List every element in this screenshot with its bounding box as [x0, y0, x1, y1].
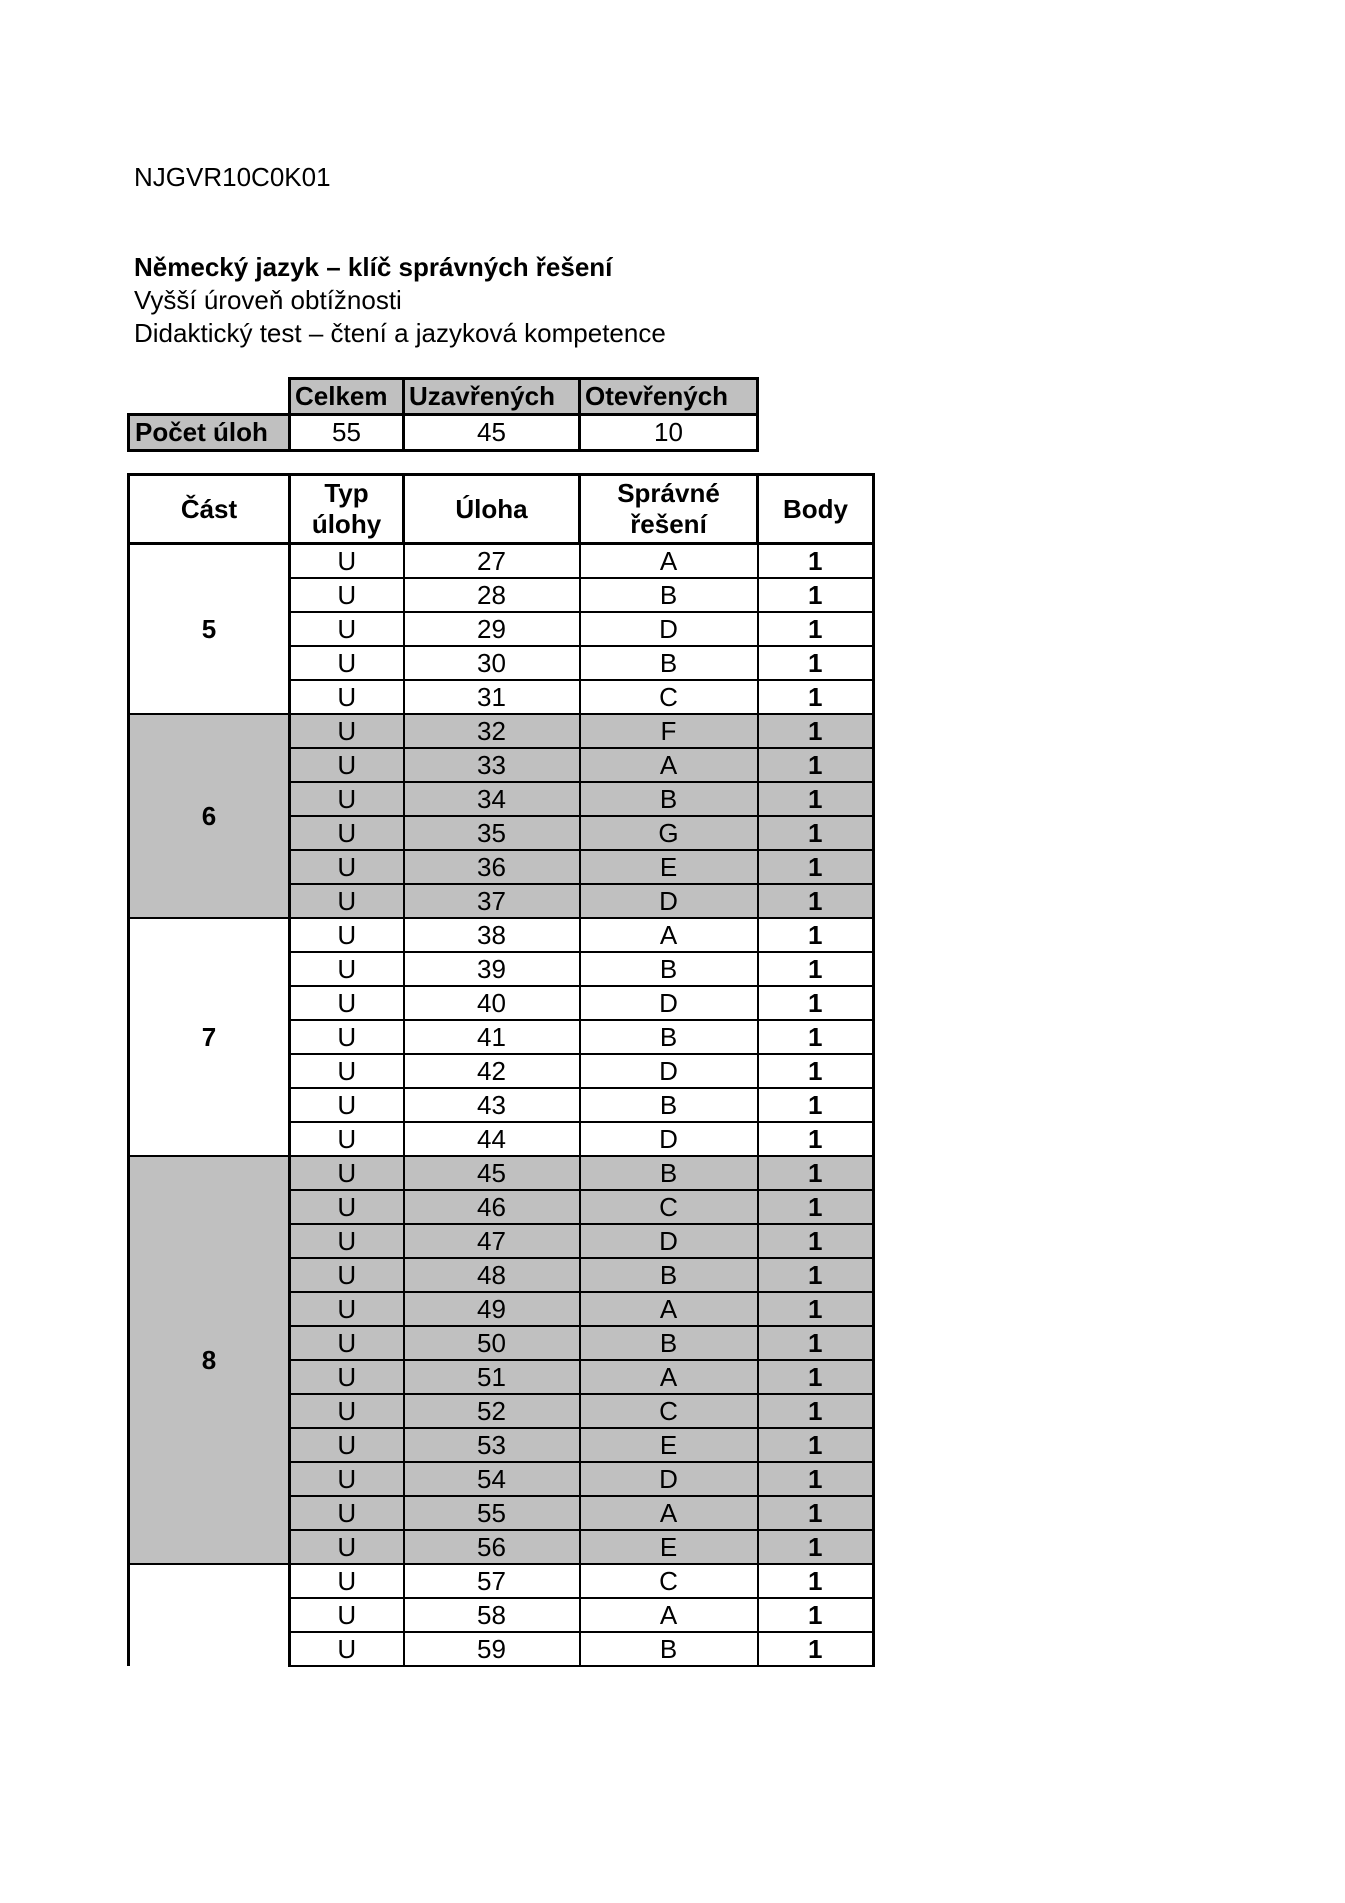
answer-cell: D [580, 986, 758, 1020]
document-code: NJGVR10C0K01 [134, 162, 331, 192]
type-cell: U [290, 1360, 404, 1394]
summary-row-label: Počet úloh [129, 415, 290, 451]
summary-value-row [129, 415, 758, 451]
type-cell: U [290, 1224, 404, 1258]
summary-header-row [129, 379, 758, 415]
task-cell: 50 [404, 1326, 580, 1360]
type-cell: U [290, 1258, 404, 1292]
type-cell: U [290, 952, 404, 986]
task-cell: 55 [404, 1496, 580, 1530]
type-cell: U [290, 1564, 404, 1598]
type-cell: U [290, 1462, 404, 1496]
type-cell: U [290, 578, 404, 612]
part-cell [129, 1564, 290, 1666]
part-cell: 8 [129, 1156, 290, 1564]
task-cell: 27 [404, 544, 580, 579]
points-cell: 1 [758, 1054, 874, 1088]
answer-cell: D [580, 1054, 758, 1088]
summary-header-total: Celkem [290, 379, 404, 415]
type-cell: U [290, 1394, 404, 1428]
task-cell: 30 [404, 646, 580, 680]
answer-cell: G [580, 816, 758, 850]
points-cell: 1 [758, 1258, 874, 1292]
task-cell: 34 [404, 782, 580, 816]
header-answer-line1: Správné [617, 478, 720, 508]
points-cell: 1 [758, 1020, 874, 1054]
task-cell: 41 [404, 1020, 580, 1054]
task-cell: 32 [404, 714, 580, 748]
points-cell: 1 [758, 646, 874, 680]
answer-cell: B [580, 646, 758, 680]
points-cell: 1 [758, 612, 874, 646]
answer-cell: A [580, 1598, 758, 1632]
answer-cell: D [580, 612, 758, 646]
task-cell: 42 [404, 1054, 580, 1088]
document-title: Německý jazyk – klíč správných řešení [134, 252, 613, 282]
task-cell: 59 [404, 1632, 580, 1666]
answer-cell: D [580, 1224, 758, 1258]
summary-table [127, 377, 759, 452]
table-row [129, 918, 874, 952]
header-type-line1: Typ [324, 478, 369, 508]
answer-cell: B [580, 1258, 758, 1292]
points-cell: 1 [758, 680, 874, 714]
task-cell: 57 [404, 1564, 580, 1598]
task-cell: 47 [404, 1224, 580, 1258]
answer-cell: A [580, 1496, 758, 1530]
type-cell: U [290, 1190, 404, 1224]
points-cell: 1 [758, 714, 874, 748]
task-cell: 29 [404, 612, 580, 646]
answer-cell: A [580, 748, 758, 782]
points-cell: 1 [758, 816, 874, 850]
table-row [129, 544, 874, 579]
header-type-line2: úlohy [311, 509, 382, 539]
type-cell: U [290, 544, 404, 579]
points-cell: 1 [758, 1530, 874, 1564]
points-cell: 1 [758, 1156, 874, 1190]
task-cell: 56 [404, 1530, 580, 1564]
points-cell: 1 [758, 1122, 874, 1156]
header-answer-line2: řešení [630, 509, 707, 539]
answer-cell: B [580, 1326, 758, 1360]
points-cell: 1 [758, 986, 874, 1020]
task-cell: 28 [404, 578, 580, 612]
type-cell: U [290, 884, 404, 918]
points-cell: 1 [758, 1224, 874, 1258]
points-cell: 1 [758, 578, 874, 612]
task-cell: 49 [404, 1292, 580, 1326]
type-cell: U [290, 1122, 404, 1156]
answer-cell: A [580, 1292, 758, 1326]
answer-cell: E [580, 1530, 758, 1564]
answer-cell: D [580, 1462, 758, 1496]
type-cell: U [290, 986, 404, 1020]
type-cell: U [290, 1496, 404, 1530]
answer-cell: A [580, 1360, 758, 1394]
table-row [129, 1564, 874, 1598]
task-cell: 35 [404, 816, 580, 850]
task-cell: 40 [404, 986, 580, 1020]
header-task: Úloha [404, 475, 580, 544]
type-cell: U [290, 1156, 404, 1190]
answer-key-table [127, 473, 875, 1667]
points-cell: 1 [758, 1496, 874, 1530]
type-cell: U [290, 816, 404, 850]
answer-cell: B [580, 1632, 758, 1666]
type-cell: U [290, 850, 404, 884]
type-cell: U [290, 1292, 404, 1326]
task-cell: 39 [404, 952, 580, 986]
type-cell: U [290, 680, 404, 714]
table-row [129, 714, 874, 748]
task-cell: 37 [404, 884, 580, 918]
task-cell: 53 [404, 1428, 580, 1462]
answer-cell: B [580, 578, 758, 612]
points-cell: 1 [758, 544, 874, 579]
answer-cell: D [580, 884, 758, 918]
header-points: Body [758, 475, 874, 544]
document-subtitle-test: Didaktický test – čtení a jazyková kompetence [134, 318, 666, 348]
points-cell: 1 [758, 1428, 874, 1462]
type-cell: U [290, 1530, 404, 1564]
header-answer [580, 475, 758, 544]
task-cell: 44 [404, 1122, 580, 1156]
answer-cell: E [580, 850, 758, 884]
answer-cell: C [580, 1394, 758, 1428]
points-cell: 1 [758, 952, 874, 986]
summary-value-closed: 45 [404, 415, 580, 451]
answer-cell: B [580, 952, 758, 986]
task-cell: 52 [404, 1394, 580, 1428]
summary-header-closed: Uzavřených [404, 379, 580, 415]
summary-empty-cell [129, 379, 290, 415]
points-cell: 1 [758, 1394, 874, 1428]
task-cell: 54 [404, 1462, 580, 1496]
summary-header-open: Otevřených [580, 379, 758, 415]
header-type [290, 475, 404, 544]
part-cell: 7 [129, 918, 290, 1156]
task-cell: 38 [404, 918, 580, 952]
task-cell: 43 [404, 1088, 580, 1122]
answer-cell: A [580, 918, 758, 952]
points-cell: 1 [758, 1360, 874, 1394]
points-cell: 1 [758, 1632, 874, 1666]
answer-cell: C [580, 1564, 758, 1598]
points-cell: 1 [758, 1190, 874, 1224]
answer-cell: C [580, 680, 758, 714]
type-cell: U [290, 1054, 404, 1088]
type-cell: U [290, 1598, 404, 1632]
points-cell: 1 [758, 1088, 874, 1122]
points-cell: 1 [758, 1292, 874, 1326]
part-cell: 5 [129, 544, 290, 715]
task-cell: 45 [404, 1156, 580, 1190]
type-cell: U [290, 646, 404, 680]
task-cell: 33 [404, 748, 580, 782]
type-cell: U [290, 1020, 404, 1054]
points-cell: 1 [758, 1564, 874, 1598]
points-cell: 1 [758, 1462, 874, 1496]
type-cell: U [290, 1632, 404, 1666]
answer-cell: F [580, 714, 758, 748]
type-cell: U [290, 748, 404, 782]
type-cell: U [290, 612, 404, 646]
part-cell: 6 [129, 714, 290, 918]
answer-cell: C [580, 1190, 758, 1224]
task-cell: 31 [404, 680, 580, 714]
answer-cell: E [580, 1428, 758, 1462]
points-cell: 1 [758, 918, 874, 952]
task-cell: 51 [404, 1360, 580, 1394]
answer-cell: A [580, 544, 758, 579]
type-cell: U [290, 782, 404, 816]
answer-cell: B [580, 1156, 758, 1190]
answer-cell: D [580, 1122, 758, 1156]
task-cell: 48 [404, 1258, 580, 1292]
task-cell: 36 [404, 850, 580, 884]
summary-value-total: 55 [290, 415, 404, 451]
type-cell: U [290, 714, 404, 748]
type-cell: U [290, 918, 404, 952]
points-cell: 1 [758, 850, 874, 884]
points-cell: 1 [758, 782, 874, 816]
task-cell: 46 [404, 1190, 580, 1224]
answer-cell: B [580, 782, 758, 816]
type-cell: U [290, 1088, 404, 1122]
points-cell: 1 [758, 748, 874, 782]
answer-key-body [129, 544, 874, 1667]
answer-key-header-row [129, 475, 874, 544]
summary-value-open: 10 [580, 415, 758, 451]
task-cell: 58 [404, 1598, 580, 1632]
type-cell: U [290, 1428, 404, 1462]
points-cell: 1 [758, 1598, 874, 1632]
document-subtitle-level: Vyšší úroveň obtížnosti [134, 285, 402, 315]
header-part: Část [129, 475, 290, 544]
answer-cell: B [580, 1020, 758, 1054]
answer-cell: B [580, 1088, 758, 1122]
type-cell: U [290, 1326, 404, 1360]
points-cell: 1 [758, 884, 874, 918]
table-row [129, 1156, 874, 1190]
points-cell: 1 [758, 1326, 874, 1360]
